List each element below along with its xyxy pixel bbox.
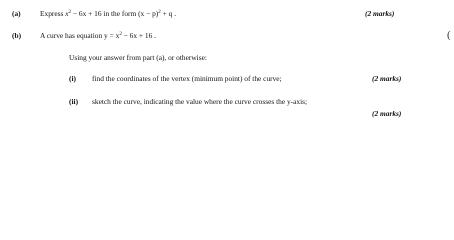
part-a-label: (a) xyxy=(12,9,21,18)
part-b-instruction: Using your answer from part (a), or otherwise: xyxy=(69,53,207,62)
part-a-text-before: Express xyxy=(40,9,66,18)
part-a-expression: $x^2 - 6x + 16$ xyxy=(65,9,102,18)
edge-bracket: ( xyxy=(447,29,451,41)
subpart-i-label: (i) xyxy=(69,74,76,83)
part-a-marks: (2 marks) xyxy=(365,9,395,18)
part-b-label: (b) xyxy=(12,31,22,40)
subpart-ii-marks: (2 marks) xyxy=(372,109,402,118)
part-b-equation: $y = x^2 - 6x + 16$ . xyxy=(104,31,157,40)
part-b-text-before: A curve has equation xyxy=(40,31,105,40)
subpart-i-text: find the coordinates of the vertex (minimum point) of the curve; xyxy=(92,74,282,83)
subpart-i-marks: (2 marks) xyxy=(372,74,402,83)
part-a-form: $(x - p)^2 + q$ . xyxy=(138,9,177,18)
part-b-question xyxy=(40,31,156,40)
subpart-ii-text: sketch the curve, indicating the value where the curve crosses the y-axis; xyxy=(92,97,308,106)
part-a-text-mid: in the form xyxy=(101,9,139,18)
part-a-question xyxy=(40,9,176,18)
subpart-ii-label: (ii) xyxy=(69,97,79,106)
